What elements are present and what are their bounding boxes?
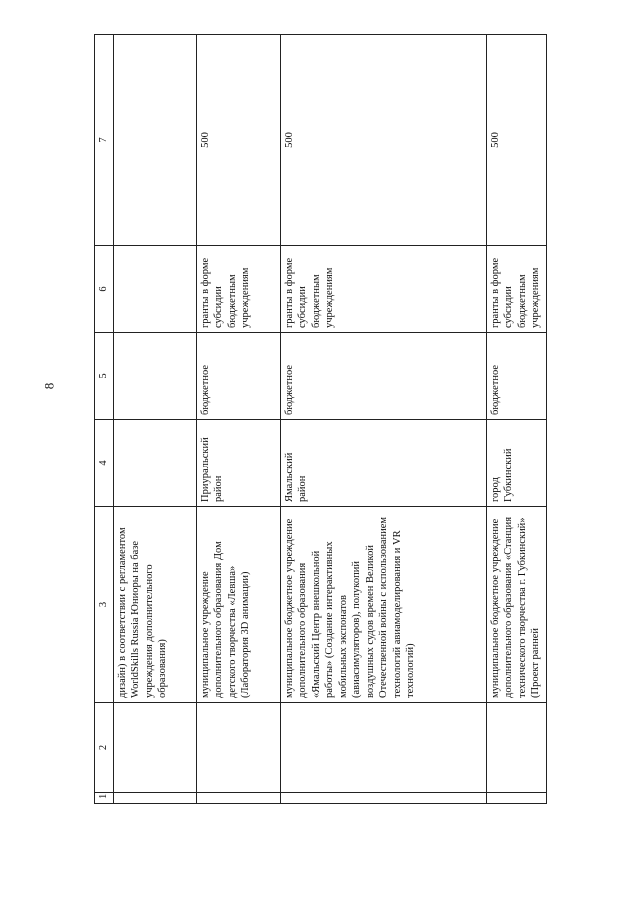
cell-type: бюджетное [487, 333, 547, 420]
cell-index [114, 793, 197, 804]
cell-amount: 500 [281, 35, 487, 246]
table-row [114, 35, 197, 804]
column-header: 2 [95, 703, 114, 793]
page-number: 8 [41, 382, 57, 390]
column-header: 1 [95, 793, 114, 804]
cell-amount [114, 35, 197, 246]
cell-type [114, 333, 197, 420]
cell-index [281, 793, 487, 804]
cell-index [487, 793, 547, 804]
cell-form: гранты в форме субсидии бюджетным учреждениям [197, 246, 281, 333]
cell-institution: муниципальное бюджетное учреждение дополнительного образования «Станция технического творчества г. Губкинский» (Проект ранней [487, 507, 547, 703]
column-header: 7 [95, 35, 114, 246]
table-row [281, 35, 487, 804]
cell-institution: муниципальное учреждение дополнительного образования Дом детского творчества «Левша» (Лаборатория 3D анимации) [197, 507, 281, 703]
cell-institution: дизайн) в соответствии с регламентом WorldSkills Russia Юниоры на базе учреждения дополнительного образования) [114, 507, 197, 703]
cell-type: бюджетное [281, 333, 487, 420]
cell-amount: 500 [197, 35, 281, 246]
column-header: 4 [95, 420, 114, 507]
column-header: 6 [95, 246, 114, 333]
cell-col2 [197, 703, 281, 793]
cell-amount: 500 [487, 35, 547, 246]
cell-form: гранты в форме субсидии бюджетным учреждениям [281, 246, 487, 333]
cell-col2 [281, 703, 487, 793]
header-row [95, 35, 114, 804]
cell-municipality: город Губкинский [487, 420, 547, 507]
table-row [487, 35, 547, 804]
cell-index [197, 793, 281, 804]
table-row [197, 35, 281, 804]
cell-municipality [114, 420, 197, 507]
cell-type: бюджетное [197, 333, 281, 420]
cell-municipality: Приуральский район [197, 420, 281, 507]
column-header: 3 [95, 507, 114, 703]
cell-form: гранты в форме субсидии бюджетным учреждениям [487, 246, 547, 333]
column-header: 5 [95, 333, 114, 420]
cell-col2 [114, 703, 197, 793]
cell-municipality: Ямальский район [281, 420, 487, 507]
grants-table [94, 34, 547, 804]
rotated-table-container [94, 35, 547, 804]
cell-col2 [487, 703, 547, 793]
cell-institution: муниципальное бюджетное учреждение дополнительного образования «Ямальский Центр внешкольной работы» (Создание интерактивных мобильных экспонатов (авиасимуляторов), полукопий воздушных судов времен Великой Отечественной войны с использованием технологий авиамоделирования и VR технологий) [281, 507, 487, 703]
cell-form [114, 246, 197, 333]
